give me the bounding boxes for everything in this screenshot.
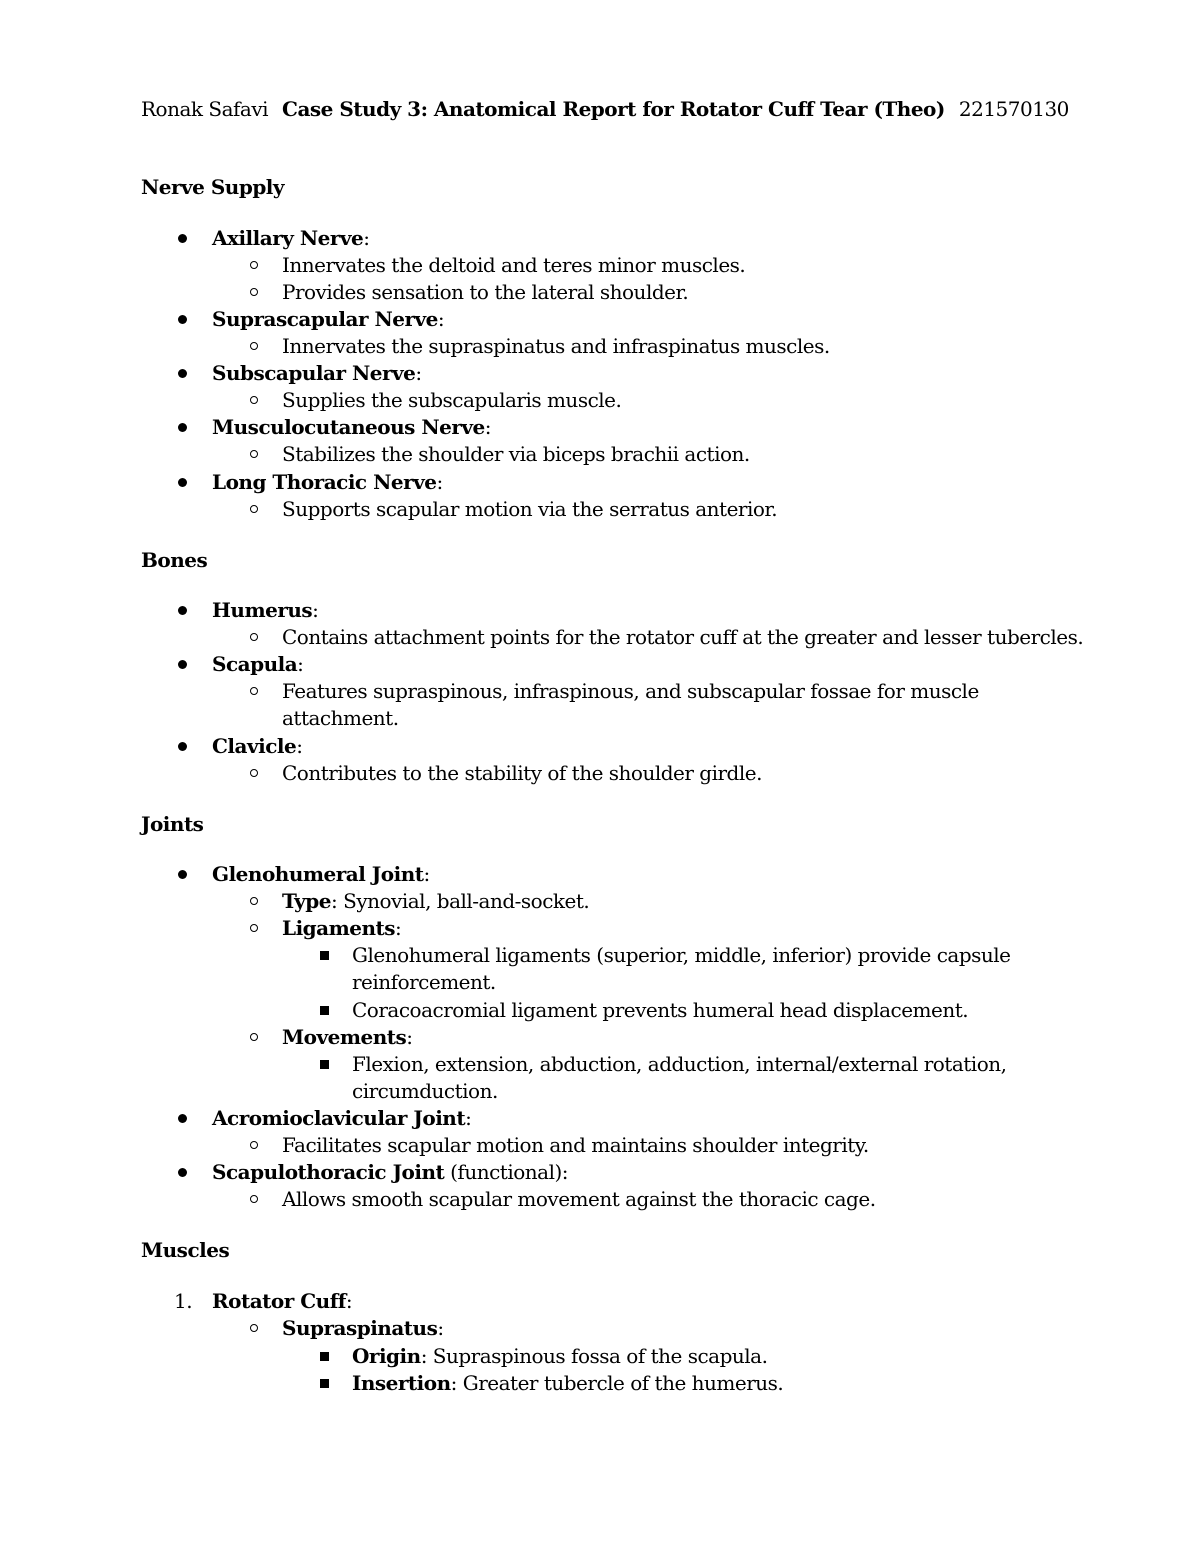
- list-item-rotator-cuff: Rotator Cuff:: [212, 1289, 353, 1313]
- hollow-bullet-icon: [250, 450, 258, 458]
- list-subitem: Stabilizes the shoulder via biceps brachii action.: [282, 441, 750, 468]
- list-item-subscapular-nerve: Subscapular Nerve:: [212, 360, 422, 387]
- hollow-bullet-icon: [250, 769, 258, 777]
- hollow-bullet-icon: [250, 1324, 258, 1332]
- hollow-bullet-icon: [250, 396, 258, 404]
- list-item-musculocutaneous-nerve: Musculocutaneous Nerve:: [212, 414, 491, 441]
- square-bullet-icon: [320, 1006, 329, 1015]
- list-subitem-movements: Movements:: [282, 1024, 413, 1051]
- list-item-suprascapular-nerve: Suprascapular Nerve:: [212, 306, 444, 333]
- list-subitem: Innervates the deltoid and teres minor muscles.: [282, 252, 745, 279]
- square-bullet-icon: [320, 1060, 329, 1069]
- list-item-clavicle: Clavicle:: [212, 733, 302, 760]
- bullet-icon: [178, 870, 187, 879]
- bullet-icon: [178, 742, 187, 751]
- hollow-bullet-icon: [250, 1195, 258, 1203]
- list-subitem: Supports scapular motion via the serratus anterior.: [282, 496, 777, 523]
- list-item-long-thoracic-nerve: Long Thoracic Nerve:: [212, 469, 443, 496]
- list-subitem-supraspinatus: Supraspinatus:: [282, 1315, 444, 1342]
- bullet-icon: [178, 234, 187, 243]
- list-item-humerus: Humerus:: [212, 597, 318, 624]
- hollow-bullet-icon: [250, 505, 258, 513]
- list-subitem: Allows smooth scapular movement against the thoracic cage.: [282, 1186, 876, 1213]
- list-subsubitem-origin: Origin: Supraspinous fossa of the scapula.: [352, 1343, 767, 1370]
- section-heading-muscles: Muscles: [141, 1238, 230, 1262]
- list-subitem: Provides sensation to the lateral shoulder.: [282, 279, 688, 306]
- list-number: 1.: [174, 1289, 193, 1313]
- hollow-bullet-icon: [250, 342, 258, 350]
- list-subitem: Contributes to the stability of the shoulder girdle.: [282, 760, 762, 787]
- hollow-bullet-icon: [250, 897, 258, 905]
- section-heading-nerve-supply: Nerve Supply: [141, 175, 285, 199]
- list-subsubitem: Glenohumeral ligaments (superior, middle, inferior) provide capsule: [352, 942, 1011, 969]
- list-item-scapula: Scapula:: [212, 651, 303, 678]
- list-subitem: Contains attachment points for the rotator cuff at the greater and lesser tubercles.: [282, 624, 1083, 651]
- hollow-bullet-icon: [250, 261, 258, 269]
- list-subitem: Innervates the supraspinatus and infraspinatus muscles.: [282, 333, 830, 360]
- bullet-icon: [178, 1168, 187, 1177]
- list-item-glenohumeral-joint: Glenohumeral Joint:: [212, 861, 430, 888]
- list-subsubitem: Coracoacromial ligament prevents humeral head displacement.: [352, 997, 968, 1024]
- list-subitem: Supplies the subscapularis muscle.: [282, 387, 621, 414]
- author-name: Ronak Safavi: [141, 97, 269, 121]
- bullet-icon: [178, 606, 187, 615]
- list-subitem-ligaments: Ligaments:: [282, 915, 401, 942]
- list-subitem-continuation: attachment.: [282, 706, 399, 730]
- hollow-bullet-icon: [250, 633, 258, 641]
- bullet-icon: [178, 478, 187, 487]
- hollow-bullet-icon: [250, 924, 258, 932]
- bullet-icon: [178, 423, 187, 432]
- list-subsubitem: Flexion, extension, abduction, adduction, internal/external rotation,: [352, 1051, 1006, 1078]
- list-subsubitem-insertion: Insertion: Greater tubercle of the humerus.: [352, 1370, 783, 1397]
- document-header: [141, 96, 1069, 123]
- list-subitem-type: Type: Synovial, ball-and-socket.: [282, 888, 589, 915]
- hollow-bullet-icon: [250, 687, 258, 695]
- hollow-bullet-icon: [250, 288, 258, 296]
- bullet-icon: [178, 660, 187, 669]
- list-item-acromioclavicular-joint: Acromioclavicular Joint:: [212, 1105, 471, 1132]
- square-bullet-icon: [320, 951, 329, 960]
- list-item-scapulothoracic-joint: Scapulothoracic Joint (functional):: [212, 1159, 568, 1186]
- square-bullet-icon: [320, 1352, 329, 1361]
- list-subitem: Features supraspinous, infraspinous, and subscapular fossae for muscle: [282, 678, 979, 705]
- section-heading-bones: Bones: [141, 548, 208, 572]
- list-subsubitem-continuation: circumduction.: [352, 1079, 498, 1103]
- hollow-bullet-icon: [250, 1141, 258, 1149]
- list-item-axillary-nerve: Axillary Nerve:: [212, 225, 369, 252]
- list-subitem: Facilitates scapular motion and maintains shoulder integrity.: [282, 1132, 869, 1159]
- document-title: Case Study 3: Anatomical Report for Rotator Cuff Tear (Theo): [282, 97, 945, 121]
- bullet-icon: [178, 315, 187, 324]
- bullet-icon: [178, 1114, 187, 1123]
- list-subsubitem-continuation: reinforcement.: [352, 970, 496, 994]
- bullet-icon: [178, 369, 187, 378]
- square-bullet-icon: [320, 1379, 329, 1388]
- student-id: 221570130: [958, 97, 1069, 121]
- section-heading-joints: Joints: [141, 812, 204, 836]
- hollow-bullet-icon: [250, 1033, 258, 1041]
